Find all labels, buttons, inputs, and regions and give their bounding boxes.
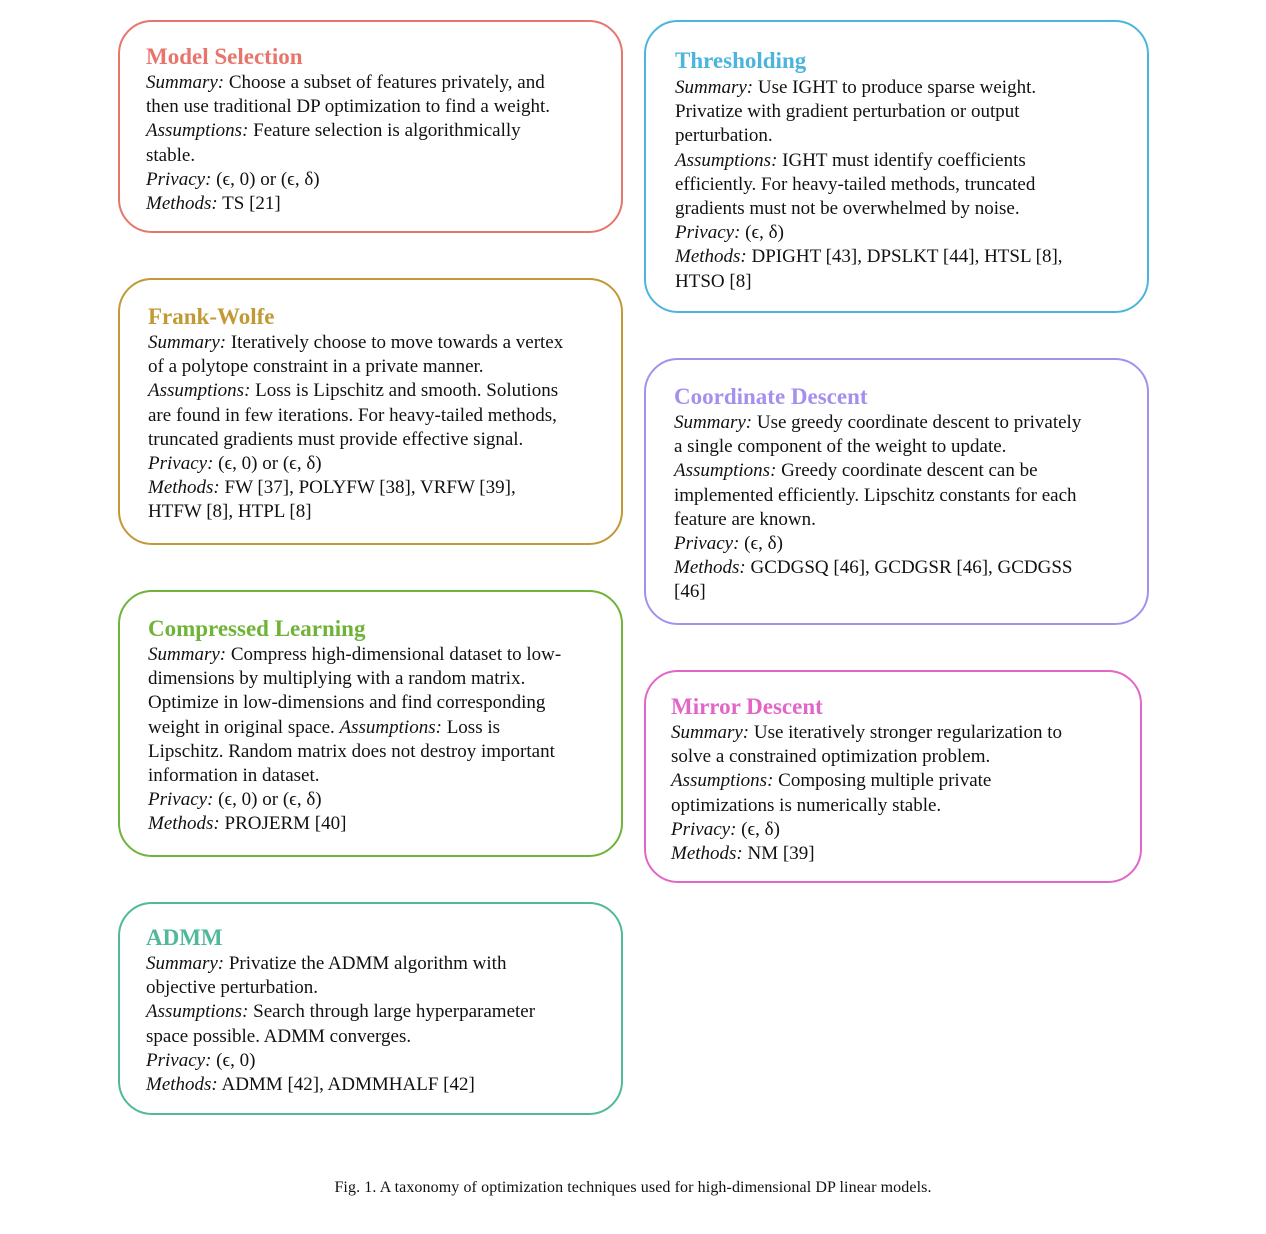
field-text: truncated gradients must provide effective signal. [148, 428, 524, 450]
field-text: are found in few iterations. For heavy-tailed methods, [148, 404, 557, 426]
field-label: Assumptions: [674, 460, 777, 482]
field-label: Methods: [671, 843, 743, 865]
card-line [148, 355, 563, 379]
field-text: Choose a subset of features privately, and [224, 72, 545, 93]
card-line [148, 812, 561, 836]
field-label: Methods: [675, 246, 747, 268]
card-title: Thresholding [675, 48, 807, 73]
field-label: Privacy: [148, 789, 214, 811]
card-line [675, 197, 1063, 221]
card-line [671, 794, 1062, 818]
field-label: Privacy: [675, 222, 741, 244]
field-text: implemented efficiently. Lipschitz constants for each [674, 484, 1077, 506]
card-line [675, 149, 1063, 173]
card-body [675, 76, 1063, 294]
field-label: Privacy: [148, 453, 214, 475]
field-text: weight in original space. [148, 716, 340, 738]
field-text: dimensions by multiplying with a random matrix. [148, 668, 526, 690]
field-text: PROJERM [40] [219, 813, 347, 835]
card-title: Frank-Wolfe [148, 304, 275, 329]
field-label: Assumptions: [146, 120, 249, 142]
card-line [146, 1049, 535, 1073]
field-text: FW [37], POLYFW [38], VRFW [39], [219, 477, 516, 499]
card-line [148, 428, 563, 452]
card-line [146, 952, 535, 976]
card-title: ADMM [146, 925, 223, 950]
field-label: Privacy: [674, 533, 740, 555]
thresholding-card [644, 20, 1149, 313]
card-line [674, 435, 1081, 459]
field-text: IGHT must identify coefficients [777, 149, 1026, 171]
field-text: Search through large hyperparameter [248, 1001, 536, 1023]
card-line [148, 452, 563, 476]
card-line [671, 721, 1062, 745]
field-text: Privatize with gradient perturbation or output [675, 101, 1020, 123]
field-text: Privatize the ADMM algorithm with [224, 953, 507, 974]
field-text: HTSO [8] [675, 270, 752, 292]
card-line [674, 508, 1081, 532]
field-text: information in dataset. [148, 765, 320, 787]
card-line [148, 740, 561, 764]
field-text: Composing multiple private [773, 770, 992, 792]
field-label: Methods: [674, 557, 746, 579]
field-text: (ϵ, 0) or (ϵ, δ) [213, 453, 322, 475]
card-line [675, 76, 1063, 100]
field-text: DPIGHT [43], DPSLKT [44], HTSL [8], [746, 246, 1063, 268]
mirror-descent-card [644, 670, 1142, 883]
field-text: Optimize in low-dimensions and find corresponding [148, 692, 546, 714]
card-line [675, 173, 1063, 197]
card-title: Compressed Learning [148, 616, 366, 641]
card-line [675, 124, 1063, 148]
field-label: Summary: [675, 77, 754, 98]
field-label: Assumptions: [675, 149, 778, 171]
card-line [671, 769, 1062, 793]
field-text: (ϵ, 0) [211, 1049, 256, 1071]
card-line [671, 745, 1062, 769]
field-text: (ϵ, δ) [740, 222, 784, 244]
card-line [148, 764, 561, 788]
field-label: Summary: [671, 722, 750, 743]
card-line [148, 500, 563, 524]
field-label: Methods: [146, 193, 218, 215]
field-label: Methods: [146, 1074, 218, 1096]
field-text: Lipschitz. Random matrix does not destroy important [148, 740, 555, 762]
card-title: Mirror Descent [671, 694, 823, 719]
card-title: Model Selection [146, 44, 303, 69]
card-line [146, 71, 550, 95]
card-line [675, 270, 1063, 294]
card-body [671, 721, 1062, 866]
card-line [148, 788, 561, 812]
field-text: Compress high-dimensional dataset to low- [226, 644, 562, 665]
card-body [146, 71, 550, 216]
card-line [146, 144, 550, 168]
card-body [148, 643, 561, 837]
card-body [148, 331, 563, 525]
field-text: (ϵ, 0) or (ϵ, δ) [213, 789, 322, 811]
card-line [146, 192, 550, 216]
frank-wolfe-card [118, 278, 623, 545]
field-label: Methods: [148, 477, 220, 499]
card-line [671, 818, 1062, 842]
field-text: (ϵ, 0) or (ϵ, δ) [211, 168, 320, 190]
card-line [675, 100, 1063, 124]
field-label: Privacy: [146, 1049, 212, 1071]
field-text: Use IGHT to produce sparse weight. [753, 77, 1037, 98]
field-label: Summary: [148, 644, 227, 665]
card-line [674, 580, 1081, 604]
card-line [675, 221, 1063, 245]
field-label: Summary: [146, 953, 225, 974]
coordinate-descent-card [644, 358, 1149, 625]
field-text: ADMM [42], ADMMHALF [42] [217, 1074, 475, 1096]
model-selection-card [118, 20, 623, 233]
field-text: objective perturbation. [146, 977, 318, 999]
field-text: stable. [146, 144, 196, 166]
card-line [146, 1000, 535, 1024]
field-text: NM [39] [742, 843, 815, 865]
field-text: Iteratively choose to move towards a vertex [226, 332, 564, 353]
field-text: Use greedy coordinate descent to privately [752, 412, 1082, 433]
card-line [146, 1025, 535, 1049]
field-text: Feature selection is algorithmically [248, 120, 521, 142]
field-label: Privacy: [671, 818, 737, 840]
card-line [146, 119, 550, 143]
card-line [674, 459, 1081, 483]
field-text: solve a constrained optimization problem. [671, 746, 991, 768]
field-text: Loss is [441, 716, 501, 738]
card-line [148, 667, 561, 691]
card-line [148, 331, 563, 355]
field-text: of a polytope constraint in a private manner. [148, 356, 484, 378]
field-text: feature are known. [674, 508, 816, 530]
card-line [146, 168, 550, 192]
card-line [675, 245, 1063, 269]
card-line [148, 643, 561, 667]
field-label: Assumptions: [339, 716, 442, 738]
field-text: a single component of the weight to update. [674, 436, 1007, 458]
card-line [148, 379, 563, 403]
field-text: gradients must not be overwhelmed by noise. [675, 198, 1020, 220]
field-text: [46] [674, 581, 706, 603]
card-body [146, 952, 535, 1097]
card-line [146, 976, 535, 1000]
field-text: (ϵ, δ) [739, 533, 783, 555]
field-text: HTFW [8], HTPL [8] [148, 501, 312, 523]
card-title: Coordinate Descent [674, 384, 868, 409]
field-text: (ϵ, δ) [736, 818, 780, 840]
field-label: Privacy: [146, 168, 212, 190]
field-label: Assumptions: [148, 380, 251, 402]
field-text: space possible. ADMM converges. [146, 1025, 412, 1047]
field-label: Methods: [148, 813, 220, 835]
card-line [671, 842, 1062, 866]
compressed-learning-card [118, 590, 623, 857]
field-label: Summary: [674, 412, 753, 433]
field-text: perturbation. [675, 125, 773, 147]
card-line [674, 556, 1081, 580]
card-line [148, 476, 563, 500]
card-line [674, 532, 1081, 556]
figure-caption: Fig. 1. A taxonomy of optimization techniques used for high-dimensional DP linear models. [334, 1179, 932, 1196]
card-line [148, 691, 561, 715]
field-label: Assumptions: [671, 770, 774, 792]
card-line [146, 1073, 535, 1097]
field-label: Assumptions: [146, 1001, 249, 1023]
field-text: GCDGSQ [46], GCDGSR [46], GCDGSS [745, 557, 1073, 579]
card-line [674, 484, 1081, 508]
field-text: optimizations is numerically stable. [671, 794, 942, 816]
card-line [148, 404, 563, 428]
field-text: Greedy coordinate descent can be [776, 460, 1038, 482]
card-line [146, 95, 550, 119]
field-text: efficiently. For heavy-tailed methods, truncated [675, 173, 1036, 195]
admm-card [118, 902, 623, 1115]
card-line [148, 716, 561, 740]
field-text: TS [21] [217, 193, 281, 215]
field-label: Summary: [146, 72, 225, 93]
card-line [674, 411, 1081, 435]
field-text: Loss is Lipschitz and smooth. Solutions [250, 380, 559, 402]
field-label: Summary: [148, 332, 227, 353]
card-body [674, 411, 1081, 605]
field-text: Use iteratively stronger regularization to [749, 722, 1062, 743]
field-text: then use traditional DP optimization to find a weight. [146, 96, 551, 118]
